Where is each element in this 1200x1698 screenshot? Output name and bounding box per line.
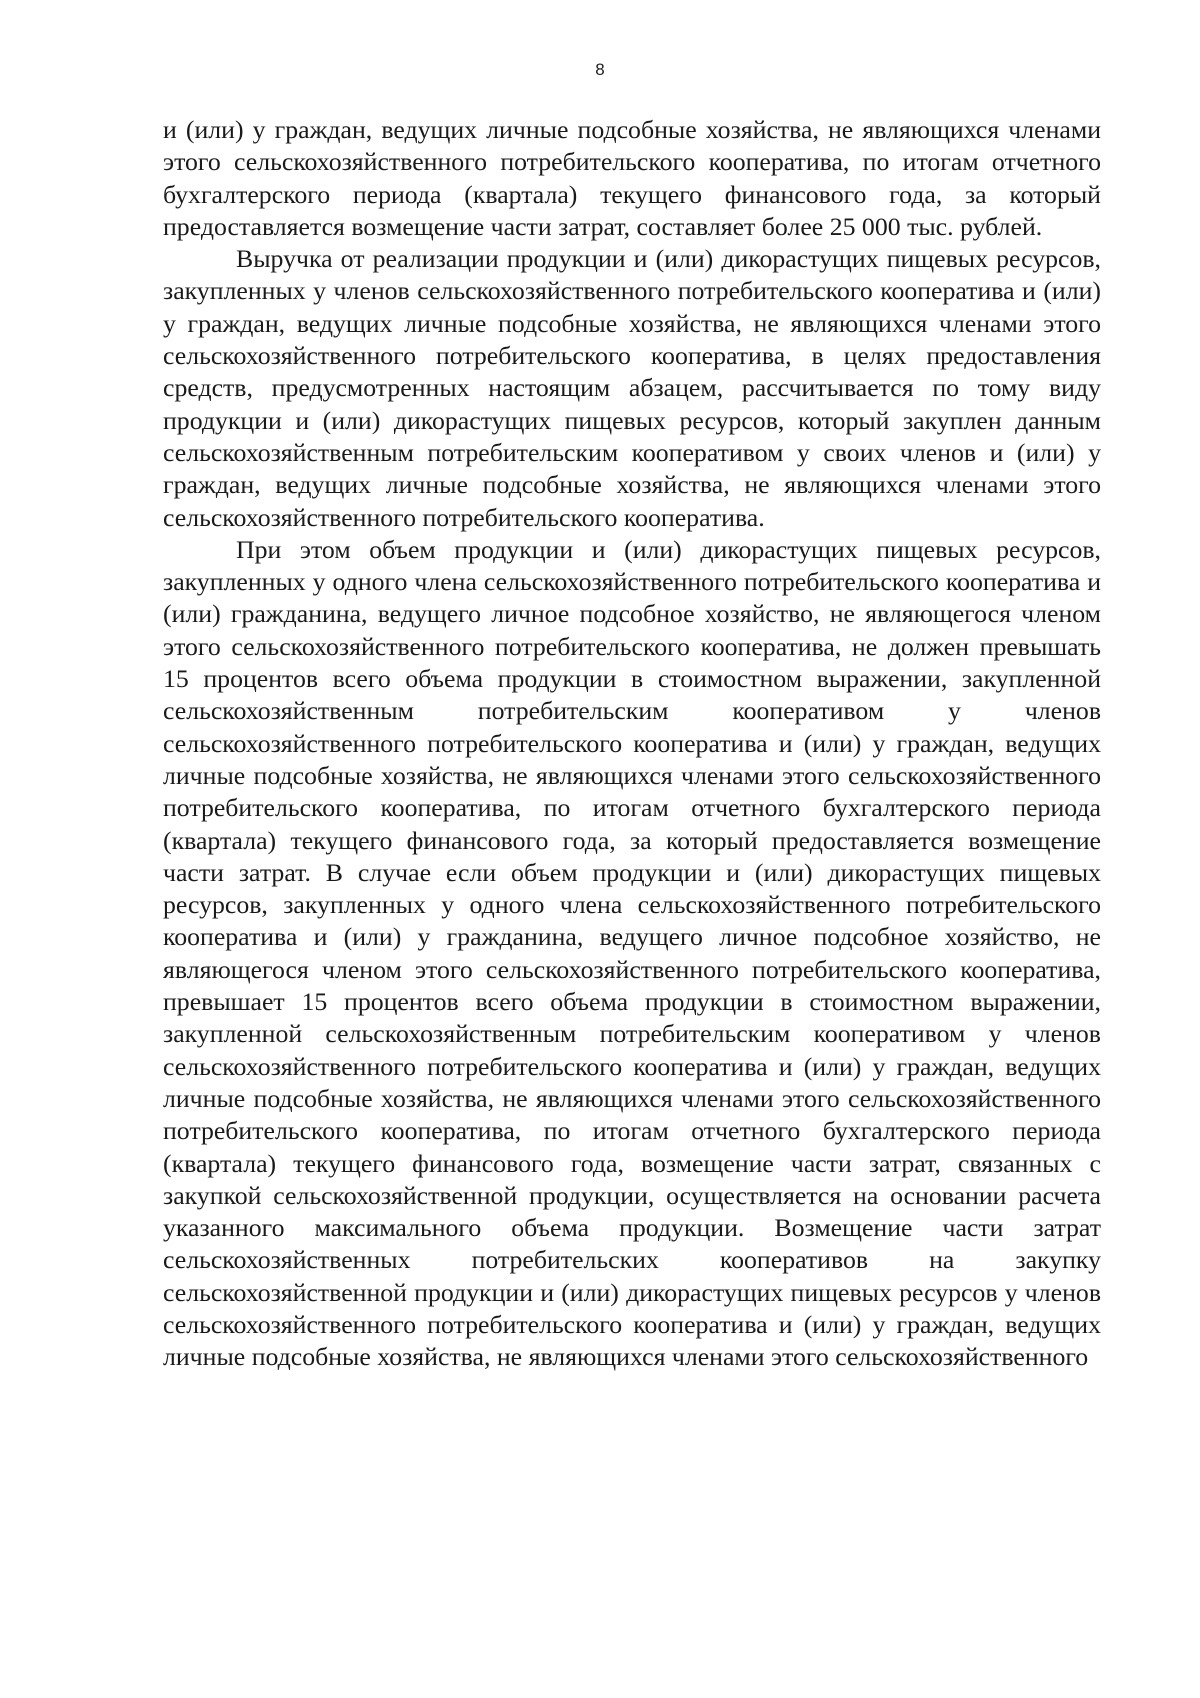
page-number: 8 xyxy=(595,60,605,79)
paragraph-volume-limit: При этом объем продукции и (или) дикорастущих пищевых ресурсов, закупленных у одного члена сельскохозяйственного потребительского кооператива и (или) гражданина, ведущего личное подсобное хозяйство, не являющегося членом этого сельскохозяйственного потребительского кооператива, не должен превышать 15 процентов всего объема продукции в стоимостном выражении, закупленной сельскохозяйственным потребительским кооперативом у членов сельскохозяйственного потребительского кооператива и (или) у граждан, ведущих личные подсобные хозяйства, не являющихся членами этого сельскохозяйственного потребительского кооператива, по итогам отчетного бухгалтерского периода (квартала) текущего финансового года, за который предоставляется возмещение части затрат. В случае если объем продукции и (или) дикорастущих пищевых ресурсов, закупленных у одного члена сельскохозяйственного потребительского кооператива и (или) у гражданина, ведущего личное подсобное хозяйство, не являющегося членом этого сельскохозяйственного потребительского кооператива, превышает 15 процентов всего объема продукции в стоимостном выражении, закупленной сельскохозяйственным потребительским кооперативом у членов сельскохозяйственного потребительского кооператива и (или) у граждан, ведущих личные подсобные хозяйства, не являющихся членами этого сельскохозяйственного потребительского кооператива, по итогам отчетного бухгалтерского периода (квартала) текущего финансового года, возмещение части затрат, связанных с закупкой сельскохозяйственной продукции, осуществляется на основании расчета указанного максимального объема продукции. Возмещение части затрат сельскохозяйственных потребительских кооперативов на закупку сельскохозяйственной продукции и (или) дикорастущих пищевых ресурсов у членов сельскохозяйственного потребительского кооператива и (или) у граждан, ведущих личные подсобные хозяйства, не являющихся членами этого сельскохозяйственного xyxy=(163,534,1101,1372)
paragraph-revenue-calculation: Выручка от реализации продукции и (или) дикорастущих пищевых ресурсов, закупленных у членов сельскохозяйственного потребительского кооператива и (или) у граждан, ведущих личные подсобные хозяйства, не являющихся членами этого сельскохозяйственного потребительского кооператива, в целях предоставления средств, предусмотренных настоящим абзацем, рассчитывается по тому виду продукции и (или) дикорастущих пищевых ресурсов, который закуплен данным сельскохозяйственным потребительским кооперативом у своих членов и (или) у граждан, ведущих личные подсобные хозяйства, не являющихся членами этого сельскохозяйственного потребительского кооператива. xyxy=(163,244,1101,532)
document-body xyxy=(163,114,1101,1374)
paragraph-continuation: и (или) у граждан, ведущих личные подсобные хозяйства, не являющихся членами этого сельскохозяйственного потребительского кооператива, по итогам отчетного бухгалтерского периода (квартала) текущего финансового года, за который предоставляется возмещение части затрат, составляет более 25 000 тыс. рублей. xyxy=(163,115,1101,241)
